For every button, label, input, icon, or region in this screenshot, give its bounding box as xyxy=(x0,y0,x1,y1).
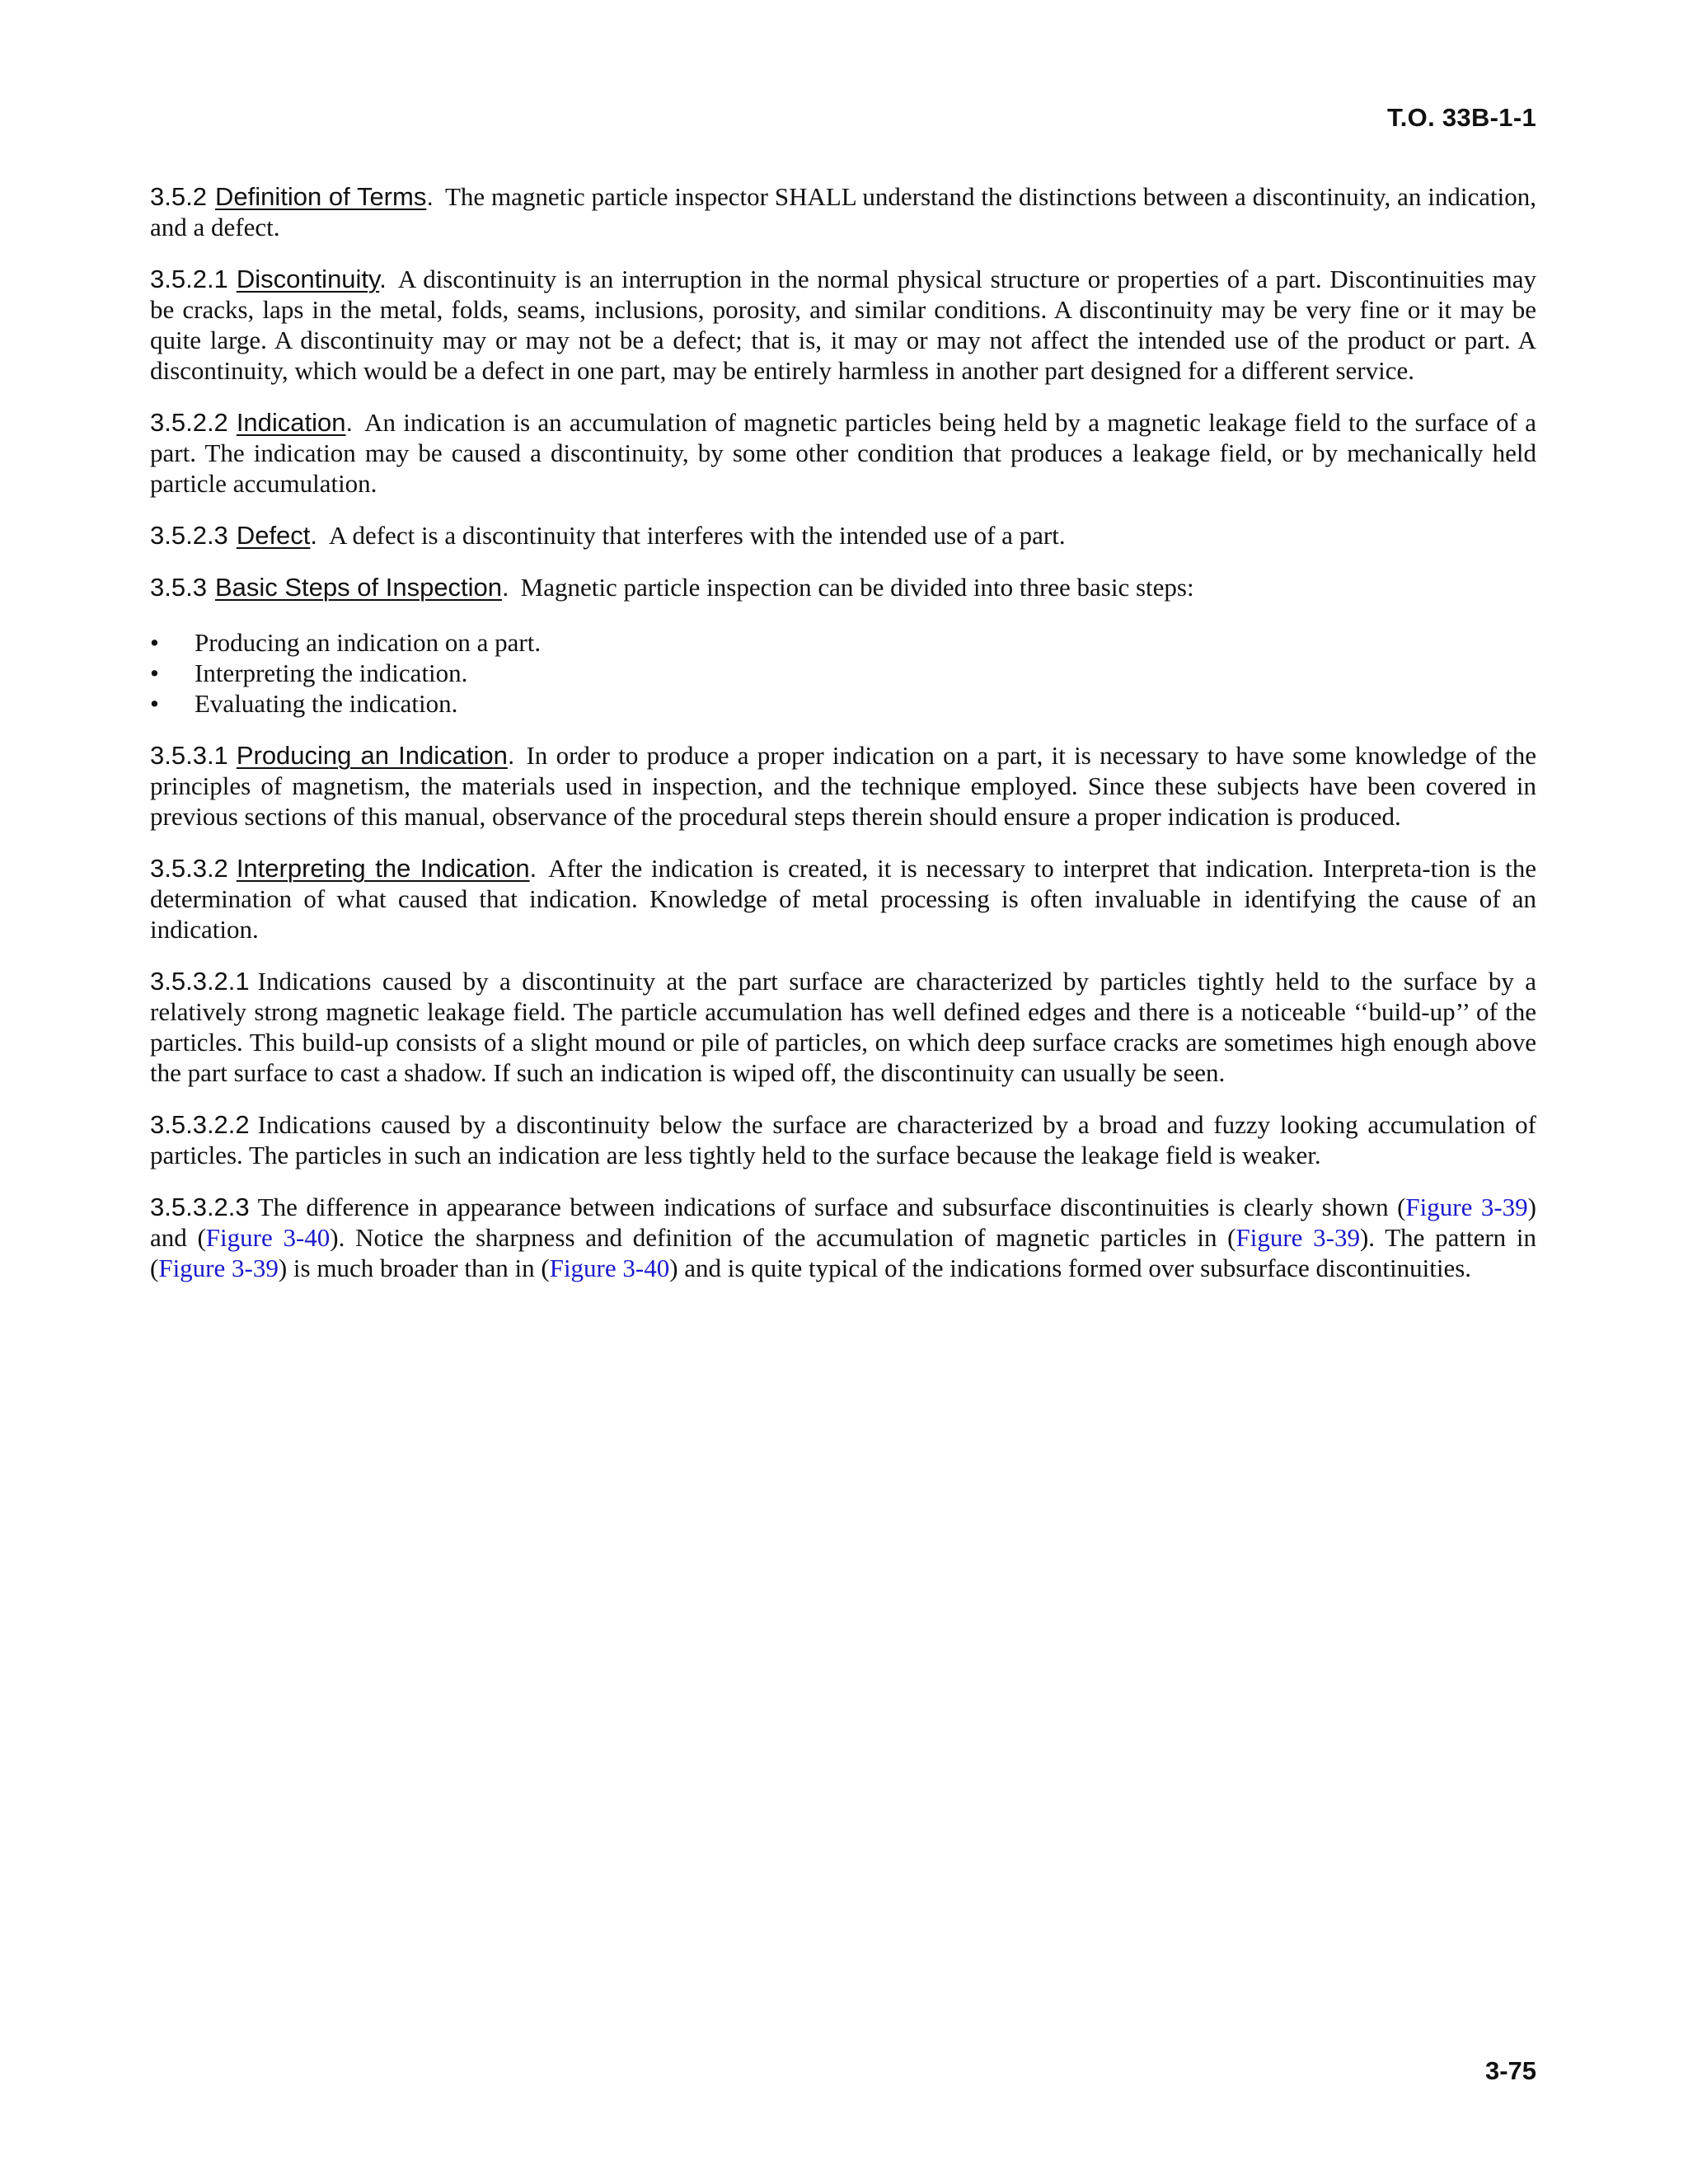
section-text: ) and ( xyxy=(150,1193,1536,1252)
section-text: ) is much broader than in ( xyxy=(278,1254,550,1282)
section-text: ). Notice the sharpness and definition of the accumulation of magnetic particles in ( xyxy=(330,1223,1236,1252)
section-number: 3.5.3 xyxy=(150,573,207,602)
section-3-5-3-2 xyxy=(150,853,1536,944)
heading-period: . xyxy=(379,265,387,293)
document-body xyxy=(150,181,1536,1305)
section-text: The magnetic particle inspector SHALL understand the distinctions between a discontinuity, an indication, and a defect. xyxy=(150,182,1536,241)
section-heading: Producing an Indication xyxy=(236,741,508,770)
section-heading: Basic Steps of Inspection xyxy=(214,573,503,602)
section-3-5-3-2-2 xyxy=(150,1109,1536,1170)
section-number: 3.5.3.2.2 xyxy=(150,1110,250,1139)
heading-period: . xyxy=(426,182,434,211)
section-number: 3.5.3.1 xyxy=(150,741,228,770)
section-3-5-2 xyxy=(150,181,1536,242)
section-number: 3.5.3.2.1 xyxy=(150,967,250,996)
section-3-5-2-1 xyxy=(150,264,1536,386)
section-text: A defect is a discontinuity that interferes with the intended use of a part. xyxy=(329,521,1066,550)
heading-period: . xyxy=(529,854,537,883)
section-number: 3.5.3.2 xyxy=(150,854,228,883)
section-text: ). The pattern in ( xyxy=(150,1223,1537,1282)
section-text: An indication is an accumulation of magnetic particles being held by a magnetic leakage field to the surface of a part. The indication may be caused a discontinuity, by some other condition that produces a leakage field, or by mechanically held particle accumulation. xyxy=(150,408,1536,498)
section-text: A discontinuity is an interruption in the normal physical structure or properties of a part. Discontinuities may be cracks, laps in the metal, folds, seams, inclusions, porosity, and similar conditions. A discontinuity may be very fine or it may be quite large. A discontinuity may or may not be a defect; that is, it may or may not affect the intended use of the product or part. A discontinuity, which would be a defect in one part, may be entirely harmless in another part designed for a different service. xyxy=(150,265,1536,385)
section-text: After the indication is created, it is necessary to interpret that indication. Interpreta-tion is the determination of what caused that indication. Knowledge of metal processing is often invaluable in identifying the cause of an indication. xyxy=(150,854,1536,944)
document-id: T.O. 33B-1-1 xyxy=(1386,103,1536,132)
section-3-5-2-2 xyxy=(150,407,1536,499)
figure-3-39-link[interactable]: Figure 3-39 xyxy=(1236,1223,1360,1252)
list-item xyxy=(150,658,1536,688)
list-item-text: Producing an indication on a part. xyxy=(195,628,542,657)
section-number: 3.5.3.2.3 xyxy=(150,1193,250,1221)
bullet-icon: • xyxy=(150,628,159,657)
figure-3-39-link[interactable]: Figure 3-39 xyxy=(1405,1193,1528,1221)
section-text: The difference in appearance between indications of surface and subsurface discontinuities is clearly shown ( xyxy=(257,1193,1406,1221)
figure-3-40-link[interactable]: Figure 3-40 xyxy=(549,1254,670,1282)
list-item-text: Interpreting the indication. xyxy=(195,658,468,687)
list-item xyxy=(150,627,1536,658)
section-3-5-3-1 xyxy=(150,740,1536,832)
bullet-icon: • xyxy=(150,658,159,687)
page-number: 3-75 xyxy=(1484,2056,1536,2085)
section-number: 3.5.2 xyxy=(150,182,207,211)
list-item-text: Evaluating the indication. xyxy=(195,689,458,718)
section-heading: Interpreting the Indication xyxy=(236,854,530,883)
section-text: Indications caused by a discontinuity below the surface are characterized by a broad and fuzzy looking accumulation of particles. The particles in such an indication are less tightly held to the surface because the leakage field is weaker. xyxy=(150,1110,1536,1169)
section-text: ) and is quite typical of the indications formed over subsurface discontinuities. xyxy=(669,1254,1472,1282)
section-3-5-3 xyxy=(150,572,1536,602)
section-number: 3.5.2.2 xyxy=(150,408,228,437)
figure-3-40-link[interactable]: Figure 3-40 xyxy=(205,1223,331,1252)
heading-period: . xyxy=(507,741,515,770)
section-3-5-2-3 xyxy=(150,520,1536,551)
heading-period: . xyxy=(310,521,318,550)
section-number: 3.5.2.3 xyxy=(150,521,228,550)
section-text: In order to produce a proper indication on a part, it is necessary to have some knowledge of the principles of magnetism, the materials used in inspection, and the technique employed. Since these subjects have been covered in previous sections of this manual, observance of the procedural steps therein should ensure a proper indication is produced. xyxy=(150,741,1536,831)
figure-3-39-link[interactable]: Figure 3-39 xyxy=(158,1254,279,1282)
section-number: 3.5.2.1 xyxy=(150,265,228,293)
section-text: Indications caused by a discontinuity at the part surface are characterized by particles tightly held to the surface by a relatively strong magnetic leakage field. The particle accumulation has well defined edges and there is a noticeable ‘‘build-up’’ of the particles. This build-up consists of a slight mound or pile of particles, on which deep surface cracks are sometimes high enough above the part surface to cast a shadow. If such an indication is wiped off, the discontinuity can usually be seen. xyxy=(150,967,1536,1087)
list-item xyxy=(150,688,1536,719)
section-text: Magnetic particle inspection can be divided into three basic steps: xyxy=(520,573,1194,602)
section-3-5-3-2-3 xyxy=(150,1192,1536,1283)
section-heading: Defect xyxy=(236,521,311,550)
section-heading: Definition of Terms xyxy=(214,182,427,211)
section-3-5-3-2-1 xyxy=(150,966,1536,1088)
steps-list xyxy=(150,627,1536,719)
heading-period: . xyxy=(345,408,354,437)
bullet-icon: • xyxy=(150,689,159,718)
heading-period: . xyxy=(502,573,509,602)
section-heading: Discontinuity xyxy=(236,265,380,293)
section-heading: Indication xyxy=(236,408,346,437)
